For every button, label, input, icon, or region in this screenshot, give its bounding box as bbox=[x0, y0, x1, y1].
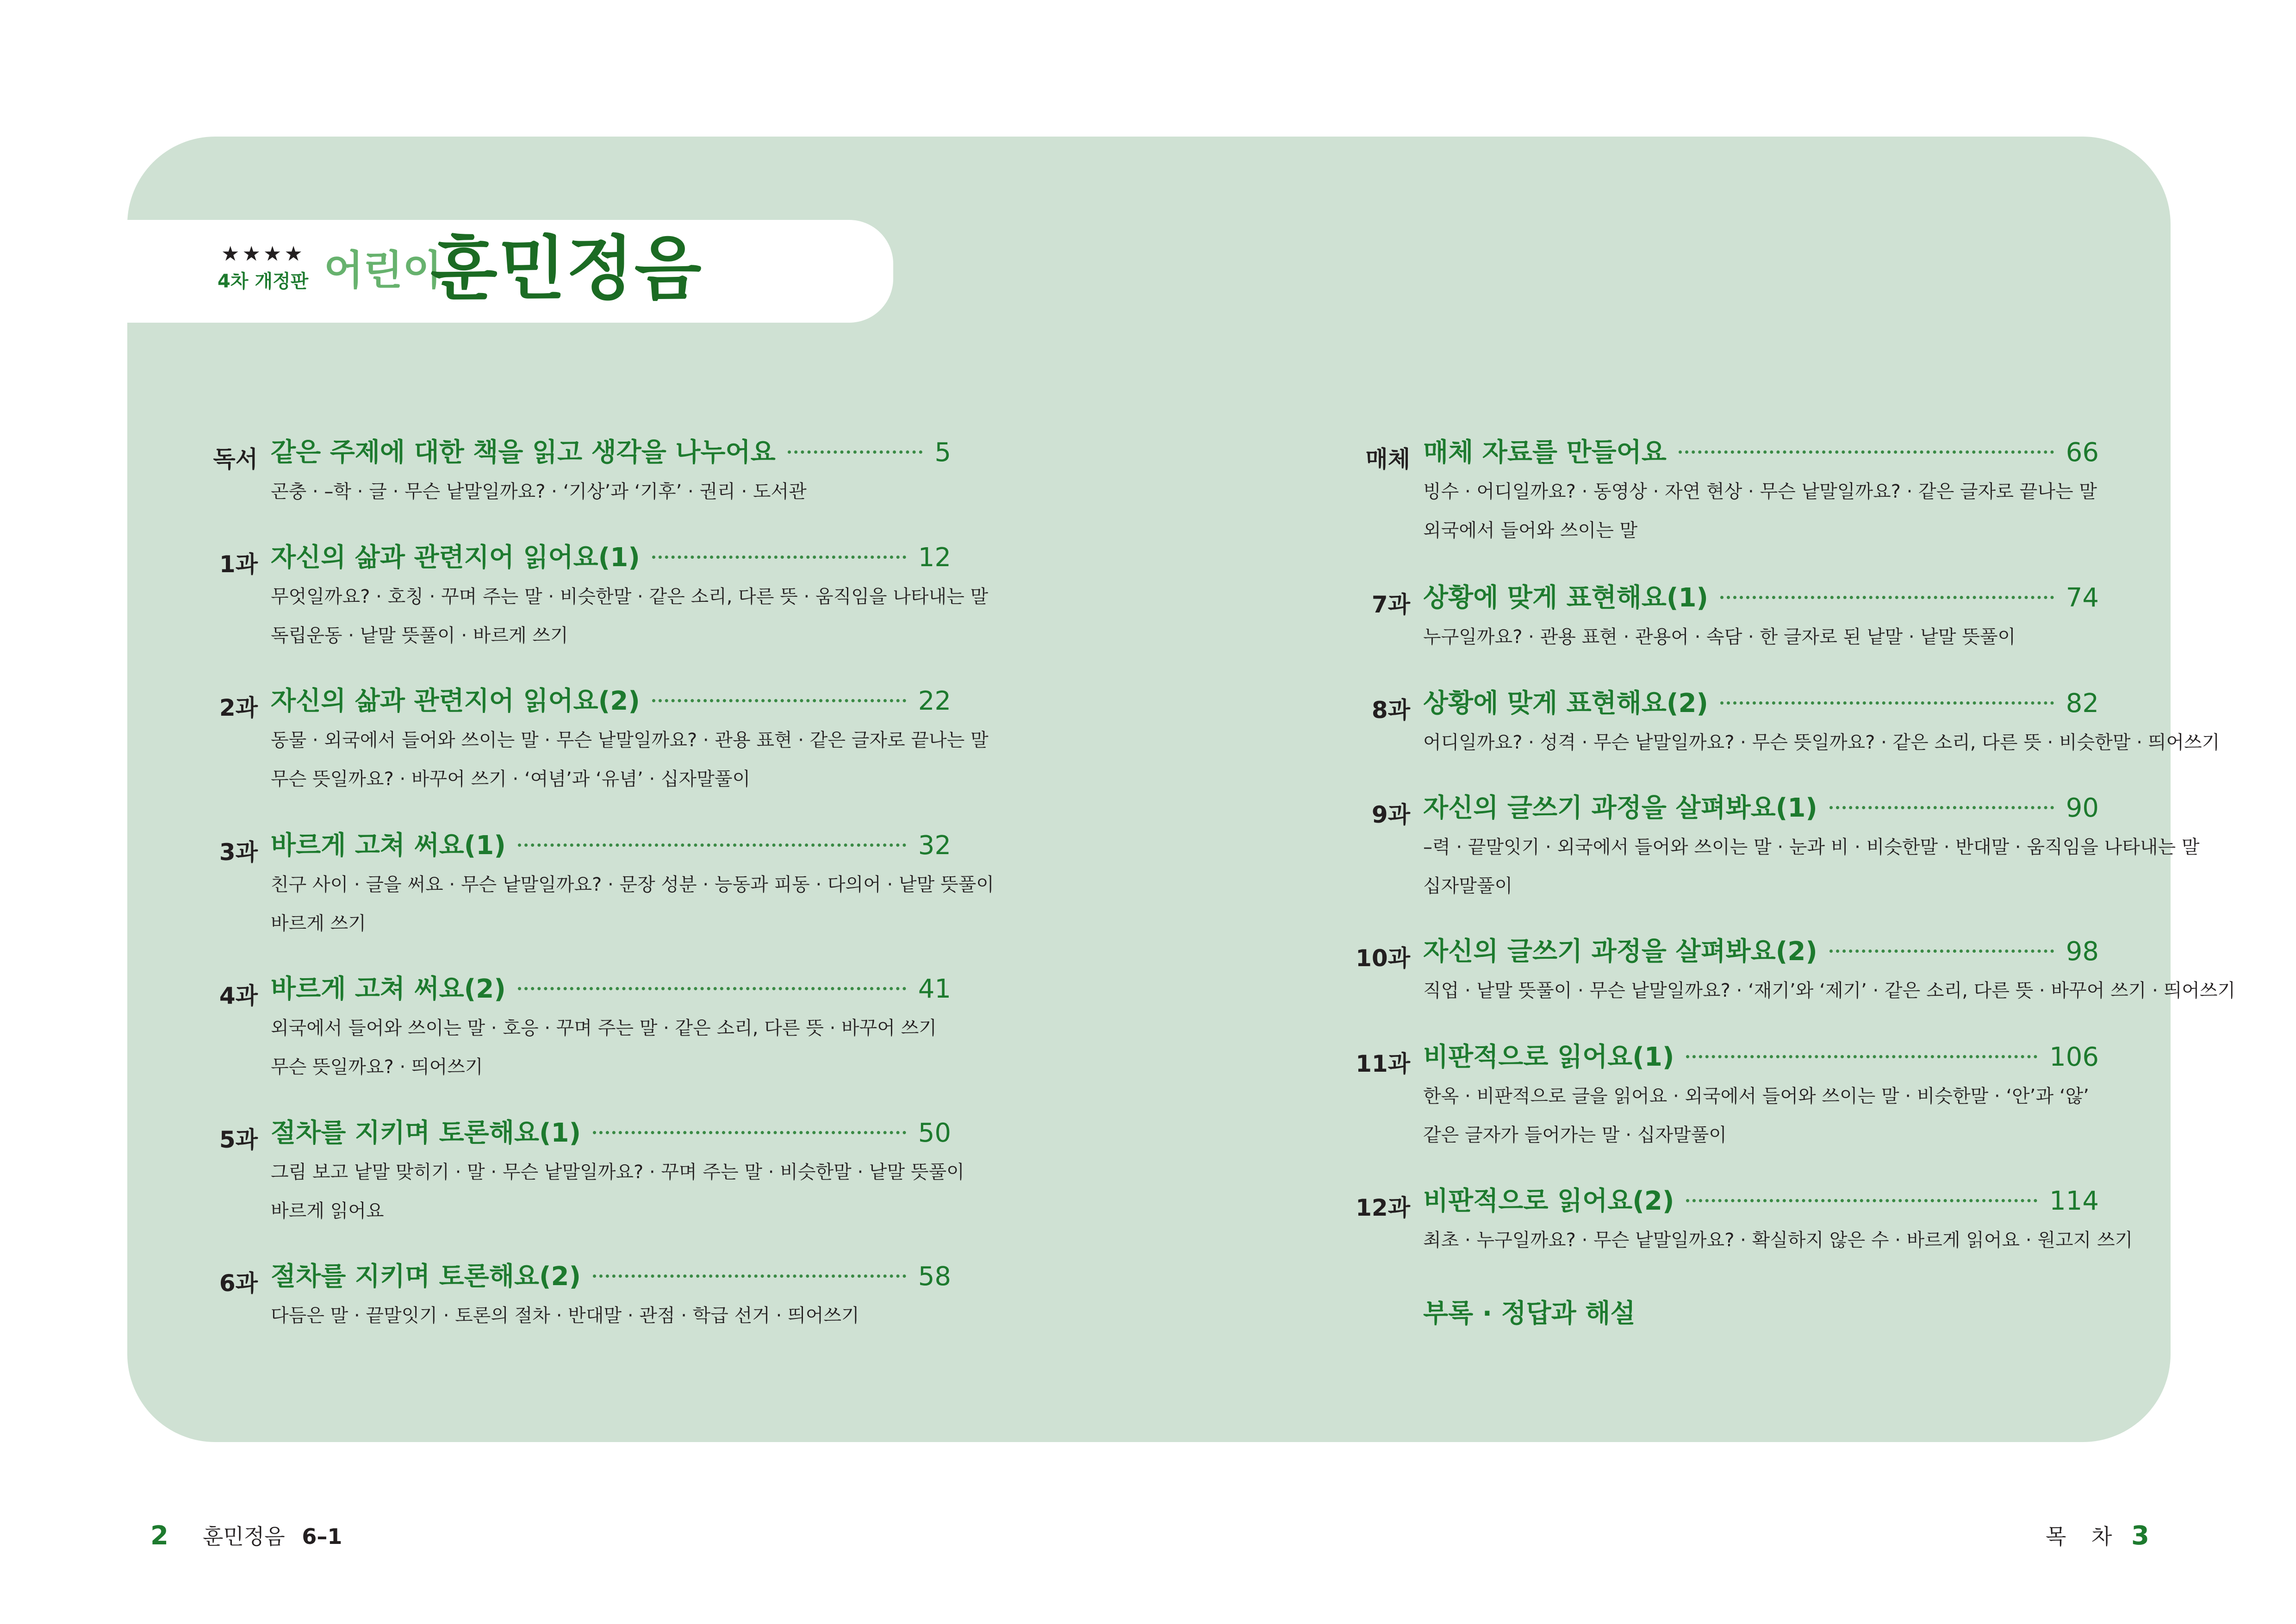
toc-page-number: 12 bbox=[918, 543, 951, 573]
toc-entry-topics bbox=[1423, 970, 2236, 1010]
logo-stars: ★★★★ bbox=[221, 242, 305, 266]
toc-page-number: 66 bbox=[2066, 437, 2099, 468]
toc-leader-dots bbox=[652, 699, 906, 702]
toc-page-number: 82 bbox=[2066, 688, 2099, 718]
toc-entry-heading bbox=[213, 434, 951, 473]
toc-entry[interactable] bbox=[219, 971, 951, 1087]
toc-unit-label: 5과 bbox=[219, 1126, 258, 1153]
toc-entry[interactable] bbox=[1356, 933, 2236, 1010]
toc-entry-topics bbox=[271, 1008, 951, 1087]
toc-entry-topics bbox=[271, 1295, 951, 1335]
toc-entry[interactable] bbox=[1356, 1039, 2099, 1155]
toc-page-number: 22 bbox=[918, 686, 951, 716]
toc-entry-topics bbox=[271, 1152, 964, 1230]
toc-entry[interactable] bbox=[219, 1258, 951, 1335]
toc-topic-line: 바르게 읽어요 bbox=[271, 1200, 384, 1222]
logo-title: 훈민정음 bbox=[430, 229, 703, 309]
toc-entry-heading bbox=[219, 539, 951, 578]
toc-entry-title: 절차를 지키며 토론해요(2) bbox=[271, 1262, 581, 1292]
toc-unit-label: 2과 bbox=[219, 694, 258, 721]
toc-topic-line: 바르게 쓰기 bbox=[271, 913, 366, 934]
toc-entry-topics bbox=[1423, 617, 2099, 656]
toc-entry-topics bbox=[271, 471, 951, 511]
toc-entry-heading bbox=[1356, 1183, 2099, 1221]
toc-entry-title: 상황에 맞게 표현해요(2) bbox=[1423, 688, 1709, 718]
toc-unit-label: 8과 bbox=[1371, 697, 1410, 724]
toc-entry-heading bbox=[1356, 933, 2099, 972]
toc-entry-title: 바르게 고쳐 써요(1) bbox=[271, 831, 506, 861]
toc-page-number: 5 bbox=[934, 437, 951, 468]
toc-page-number: 50 bbox=[918, 1118, 951, 1148]
toc-entry-heading bbox=[1371, 790, 2099, 828]
toc-unit-label: 4과 bbox=[219, 982, 258, 1009]
toc-topic-line: 그림 보고 낱말 맞히기 · 말 · 무슨 낱말일까요? · 꾸며 주는 말 · 비슷한말 · 낱말 뜻풀이 bbox=[271, 1162, 964, 1183]
toc-entry-title: 자신의 삶과 관련지어 읽어요(2) bbox=[271, 686, 640, 716]
toc-entry-topics bbox=[1423, 827, 2200, 906]
toc-unit-label: 7과 bbox=[1371, 591, 1410, 618]
toc-topic-line: 곤충 · –학 · 글 · 무슨 낱말일까요? · ‘기상’과 ‘기후’ · 권리 · 도서관 bbox=[271, 481, 807, 502]
toc-entry-topics bbox=[271, 720, 989, 799]
toc-entry-heading bbox=[1356, 1039, 2099, 1077]
toc-unit-label: 6과 bbox=[219, 1270, 258, 1297]
toc-entry-heading bbox=[219, 1258, 951, 1297]
toc-unit-label: 11과 bbox=[1356, 1050, 1410, 1077]
toc-leader-dots bbox=[788, 450, 923, 454]
toc-topic-line: 동물 · 외국에서 들어와 쓰이는 말 · 무슨 낱말일까요? · 관용 표현 · 같은 글자로 끝나는 말 bbox=[271, 730, 989, 751]
toc-leader-dots bbox=[1720, 701, 2054, 705]
appendix-link[interactable]: 부록 · 정답과 해설 bbox=[1423, 1299, 1636, 1329]
footer-left-page: 2 bbox=[150, 1521, 168, 1551]
toc-entry-title: 자신의 글쓰기 과정을 살펴봐요(2) bbox=[1423, 937, 1817, 967]
toc-unit-label: 9과 bbox=[1371, 801, 1410, 828]
toc-entry-title: 매체 자료를 만들어요 bbox=[1423, 437, 1667, 468]
toc-entry-heading bbox=[219, 971, 951, 1009]
toc-entry-heading bbox=[1371, 580, 2099, 618]
logo-subtitle: 어린이 bbox=[324, 246, 442, 294]
toc-page-number: 98 bbox=[2066, 937, 2099, 967]
toc-topic-line: 빙수 · 어디일까요? · 동영상 · 자연 현상 · 무슨 낱말일까요? · 같은 글자로 끝나는 말 bbox=[1423, 481, 2097, 502]
logo-edition: 4차 개정판 bbox=[218, 271, 309, 292]
toc-entry[interactable] bbox=[1371, 580, 2099, 656]
toc-entry-title: 같은 주제에 대한 책을 읽고 생각을 나누어요 bbox=[271, 437, 776, 468]
toc-leader-dots bbox=[1686, 1055, 2037, 1058]
footer-grade: 6–1 bbox=[302, 1524, 342, 1549]
toc-leader-dots bbox=[1720, 596, 2054, 599]
toc-entry-topics bbox=[271, 576, 989, 655]
toc-leader-dots bbox=[593, 1131, 906, 1134]
toc-leader-dots bbox=[1679, 450, 2054, 454]
toc-entry-title: 자신의 삶과 관련지어 읽어요(1) bbox=[271, 543, 640, 573]
toc-page-number: 58 bbox=[918, 1262, 951, 1292]
toc-entry[interactable] bbox=[219, 539, 989, 655]
toc-topic-line: 무슨 뜻일까요? · 바꾸어 쓰기 · ‘여념’과 ‘유념’ · 십자말풀이 bbox=[271, 768, 751, 790]
toc-entry-topics bbox=[271, 864, 994, 943]
toc-unit-label: 12과 bbox=[1356, 1194, 1410, 1221]
toc-entry-title: 비판적으로 읽어요(2) bbox=[1423, 1186, 1674, 1216]
toc-topic-line: 친구 사이 · 글을 써요 · 무슨 낱말일까요? · 문장 성분 · 능동과 피동 · 다의어 · 낱말 뜻풀이 bbox=[271, 874, 994, 895]
toc-entry[interactable] bbox=[219, 827, 994, 943]
toc-topic-line: 최초 · 누구일까요? · 무슨 낱말일까요? · 확실하지 않은 수 · 바르게 읽어요 · 원고지 쓰기 bbox=[1423, 1230, 2133, 1251]
toc-entry-title: 바르게 고쳐 써요(2) bbox=[271, 974, 506, 1004]
toc-topic-line: 십자말풀이 bbox=[1423, 875, 1513, 897]
toc-topic-line: 같은 글자가 들어가는 말 · 십자말풀이 bbox=[1423, 1124, 1727, 1146]
toc-unit-label: 매체 bbox=[1365, 446, 1410, 473]
toc-entry-topics bbox=[1423, 1220, 2133, 1260]
toc-topic-line: –력 · 끝말잇기 · 외국에서 들어와 쓰이는 말 · 눈과 비 · 비슷한말 · 반대말 · 움직임을 나타내는 말 bbox=[1423, 837, 2200, 858]
footer-right-page: 3 bbox=[2131, 1521, 2149, 1551]
toc-entry[interactable] bbox=[213, 434, 951, 511]
toc-leader-dots bbox=[652, 556, 906, 559]
toc-entry-title: 자신의 글쓰기 과정을 살펴봐요(1) bbox=[1423, 793, 1817, 823]
toc-page-number: 106 bbox=[2049, 1042, 2099, 1072]
toc-unit-label: 독서 bbox=[213, 446, 258, 473]
toc-topic-line: 한옥 · 비판적으로 글을 읽어요 · 외국에서 들어와 쓰이는 말 · 비슷한말 · ‘안’과 ‘않’ bbox=[1423, 1086, 2089, 1107]
toc-topic-line: 어디일까요? · 성격 · 무슨 낱말일까요? · 무슨 뜻일까요? · 같은 소리, 다른 뜻 · 비슷한말 · 띄어쓰기 bbox=[1423, 732, 2220, 753]
toc-page-number: 90 bbox=[2066, 793, 2099, 823]
toc-entry-title: 비판적으로 읽어요(1) bbox=[1423, 1042, 1674, 1072]
footer-book-title bbox=[203, 1526, 342, 1547]
toc-leader-dots bbox=[518, 843, 906, 847]
toc-page-number: 74 bbox=[2066, 583, 2099, 613]
toc-leader-dots bbox=[1686, 1199, 2037, 1202]
toc-leader-dots bbox=[593, 1274, 906, 1278]
toc-unit-label: 3과 bbox=[219, 839, 258, 866]
toc-entry-heading bbox=[219, 683, 951, 721]
toc-page-number: 41 bbox=[918, 974, 951, 1004]
toc-entry-heading bbox=[1371, 685, 2099, 724]
toc-page-number: 114 bbox=[2049, 1186, 2099, 1216]
toc-entry-topics bbox=[1423, 722, 2220, 762]
toc-entry[interactable] bbox=[1371, 685, 2220, 762]
toc-entry-heading bbox=[1365, 434, 2099, 473]
toc-topic-line: 외국에서 들어와 쓰이는 말 bbox=[1423, 520, 1638, 541]
toc-unit-label: 10과 bbox=[1356, 945, 1410, 972]
toc-topic-line: 무슨 뜻일까요? · 띄어쓰기 bbox=[271, 1056, 483, 1078]
toc-topic-line: 다듬은 말 · 끝말잇기 · 토론의 절차 · 반대말 · 관점 · 학급 선거 · 띄어쓰기 bbox=[271, 1305, 859, 1326]
toc-leader-dots bbox=[518, 987, 906, 990]
toc-entry[interactable] bbox=[1356, 1183, 2133, 1260]
toc-topic-line: 독립운동 · 낱말 뜻풀이 · 바르게 쓰기 bbox=[271, 625, 568, 646]
toc-entry[interactable] bbox=[1365, 434, 2099, 550]
toc-entry-title: 상황에 맞게 표현해요(1) bbox=[1423, 583, 1709, 613]
toc-topic-line: 직업 · 낱말 뜻풀이 · 무슨 낱말일까요? · ‘재기’와 ‘제기’ · 같은 소리, 다른 뜻 · 바꾸어 쓰기 · 띄어쓰기 bbox=[1423, 980, 2236, 1001]
toc-entry-heading bbox=[219, 827, 951, 866]
toc-topic-line: 무엇일까요? · 호칭 · 꾸며 주는 말 · 비슷한말 · 같은 소리, 다른 뜻 · 움직임을 나타내는 말 bbox=[271, 586, 989, 607]
footer-section-label: 목 차 bbox=[2046, 1524, 2122, 1549]
toc-entry[interactable] bbox=[219, 1115, 964, 1230]
footer-title-text: 훈민정음 bbox=[203, 1524, 285, 1549]
toc-leader-dots bbox=[1829, 806, 2054, 809]
toc-entry[interactable] bbox=[1371, 790, 2200, 906]
toc-entry-topics bbox=[1423, 1076, 2099, 1155]
toc-page-number: 32 bbox=[918, 831, 951, 861]
toc-topic-line: 누구일까요? · 관용 표현 · 관용어 · 속담 · 한 글자로 된 낱말 · 낱말 뜻풀이 bbox=[1423, 626, 2016, 648]
toc-unit-label: 1과 bbox=[219, 551, 258, 578]
toc-entry-heading bbox=[219, 1115, 951, 1153]
toc-entry-topics bbox=[1423, 471, 2099, 550]
toc-topic-line: 외국에서 들어와 쓰이는 말 · 호응 · 꾸며 주는 말 · 같은 소리, 다른 뜻 · 바꾸어 쓰기 bbox=[271, 1018, 937, 1039]
toc-leader-dots bbox=[1829, 949, 2054, 953]
toc-entry-title: 절차를 지키며 토론해요(1) bbox=[271, 1118, 581, 1148]
toc-entry[interactable] bbox=[219, 683, 989, 799]
